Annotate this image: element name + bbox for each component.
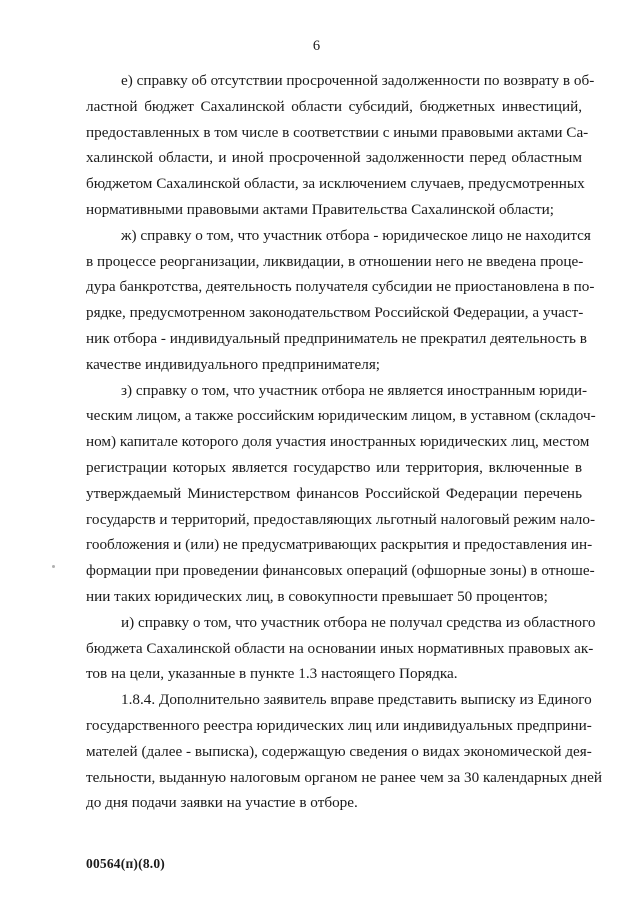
text-line: халинской области, и иной просроченной задолженности перед областным — [86, 149, 582, 167]
text-line: нормативными правовыми актами Правительства Сахалинской области; — [86, 200, 554, 218]
text-line: мателей (далее - выписка), содержащую сведения о видах экономической дея- — [86, 742, 592, 760]
text-line: ном) капитале которого доля участия иностранных юридических лиц, местом — [86, 433, 590, 451]
text-line: ческим лицом, а также российским юридическим лицом, в уставном (складоч- — [86, 407, 596, 425]
document-body — [86, 68, 603, 816]
text-line: формации при проведении финансовых операций (офшорные зоны) в отноше- — [86, 562, 595, 580]
paragraph-e — [86, 68, 595, 223]
paragraph-zh — [86, 223, 595, 378]
text-line: 1.8.4. Дополнительно заявитель вправе представить выписку из Единого — [121, 691, 592, 709]
text-line: и) справку о том, что участник отбора не получал средства из областного — [121, 613, 596, 631]
paragraph-1-8-4 — [86, 687, 603, 816]
text-line: рядке, предусмотренном законодательством Российской Федерации, а участ- — [86, 304, 584, 322]
page-number: 6 — [312, 38, 321, 54]
text-line: гообложения и (или) не предусматривающих раскрытия и предоставления ин- — [86, 536, 593, 554]
scan-speck — [52, 565, 55, 568]
text-line: нии таких юридических лиц, в совокупности превышает 50 процентов; — [86, 587, 548, 605]
text-line: бюджета Сахалинской области на основании иных нормативных правовых ак- — [86, 639, 594, 657]
paragraph-i — [86, 610, 596, 687]
text-line: тов на цели, указанные в пункте 1.3 настоящего Порядка. — [86, 665, 458, 683]
text-line: государственного реестра юридических лиц или индивидуальных предприни- — [86, 716, 592, 734]
text-line: государств и территорий, предоставляющих льготный налоговый режим нало- — [86, 510, 596, 528]
text-line: в процессе реорганизации, ликвидации, в отношении него не введена проце- — [86, 252, 584, 270]
text-line: е) справку об отсутствии просроченной задолженности по возврату в об- — [121, 72, 595, 89]
text-line: ж) справку о том, что участник отбора - юридическое лицо не находится — [121, 226, 591, 244]
paragraph-z — [86, 378, 596, 610]
text-line: качестве индивидуального предпринимателя; — [86, 355, 381, 373]
text-line: предоставленных в том числе в соответствии с иными правовыми актами Са- — [86, 123, 589, 141]
text-line: регистрации которых является государство или территория, включенные в — [86, 458, 582, 476]
document-code: 00564(п)(8.0) — [86, 856, 165, 871]
text-line: бюджетом Сахалинской области, за исключением случаев, предусмотренных — [86, 175, 585, 193]
text-line: з) справку о том, что участник отбора не является иностранным юриди- — [121, 381, 588, 399]
text-line: дура банкротства, деятельность получателя субсидии не приостановлена в по- — [86, 278, 595, 296]
text-line: ластной бюджет Сахалинской области субсидий, бюджетных инвестиций, — [86, 97, 582, 115]
text-line: до дня подачи заявки на участие в отборе. — [86, 794, 358, 812]
text-line: утверждаемый Министерством финансов Российской Федерации перечень — [86, 484, 582, 502]
text-line: тельности, выданную налоговым органом не ранее чем за 30 календарных дней — [86, 768, 603, 786]
text-line: ник отбора - индивидуальный предприниматель не прекратил деятельность в — [86, 329, 587, 347]
